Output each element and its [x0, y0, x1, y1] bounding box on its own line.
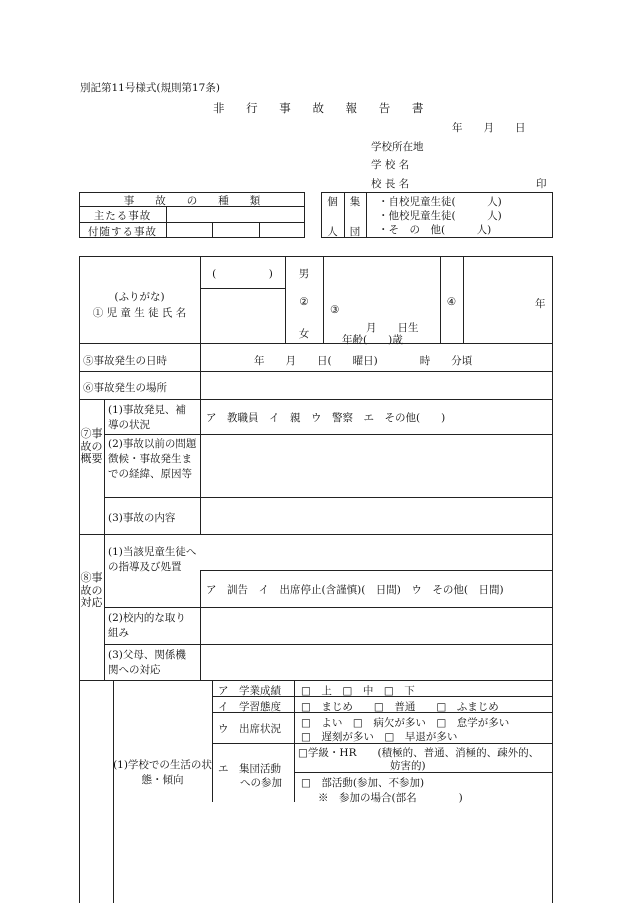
incident-content-label: (3)事故の内容: [108, 512, 176, 524]
female-option[interactable]: 女: [298, 328, 310, 340]
grades-options[interactable]: □ 上 □ 中 □ 下: [301, 685, 415, 697]
datetime-label: ⑤事故発生の日時: [83, 355, 167, 367]
attitude-options[interactable]: □ まじめ □ 普通 □ ふまじめ: [301, 701, 499, 713]
furigana-label: (ふりがな): [114, 291, 165, 303]
class-hr-options-2: 妨害的): [390, 760, 426, 772]
grades-label: ア 学業成績: [218, 685, 281, 697]
date-line: 年 月 日: [452, 122, 526, 134]
furigana-field[interactable]: ( ): [212, 268, 273, 280]
attitude-label: イ 学習態度: [218, 701, 281, 713]
other-school-students: ・他校児童生徒( 人): [378, 210, 502, 222]
male-option[interactable]: 男: [298, 268, 310, 280]
club-name-field[interactable]: ※ 参加の場合(部名 ): [318, 792, 463, 804]
response-section-label: ⑧事故の対応: [80, 571, 103, 609]
attendance-options-2[interactable]: □ 遅刻が多い □ 早退が多い: [301, 731, 458, 743]
circled-2: ②: [299, 296, 309, 308]
discovery-label: (1)事故発見、補導の状況: [108, 404, 186, 431]
secondary-incident-label: 付随する事故: [88, 226, 157, 238]
background-label: (2)事故以前の問題徴候・事故発生までの経緯、原因等: [108, 438, 197, 480]
datetime-value[interactable]: 年 月 日( 曜日) 時 分頃: [254, 355, 473, 367]
age-label: 年齢( )歳: [342, 334, 403, 346]
own-school-students: ・自校児童生徒( 人): [378, 196, 502, 208]
circled-4: ④: [446, 296, 457, 308]
attendance-label: ウ 出席状況: [218, 723, 281, 735]
group-label-bottom: 団: [349, 226, 361, 238]
grade-year-label: 年: [535, 298, 546, 310]
school-life-label: (1)学校での生活の状態・傾向: [113, 759, 212, 786]
attendance-options-1[interactable]: □ よい □ 病欠が多い □ 怠学が多い: [301, 717, 510, 729]
group-label-top: 集: [349, 196, 361, 208]
group-activity-label-2: への参加: [240, 777, 282, 789]
school-name-label: 学 校 名: [371, 159, 410, 171]
others-count: ・そ の 他( 人): [378, 224, 492, 236]
discovery-value[interactable]: ア 教職員 イ 親 ウ 警察 エ その他( ): [206, 412, 446, 424]
form-reference: 別記第11号様式(規則第17条): [80, 82, 220, 94]
circled-3: ③: [330, 304, 340, 316]
individual-label-top: 個: [327, 196, 338, 208]
student-name-label: ① 児 童 生 徒 氏 名: [92, 307, 187, 319]
individual-label-bottom: 人: [327, 226, 338, 238]
guidance-value[interactable]: ア 訓告 イ 出席停止(含謹慎)( 日間) ウ その他( 日間): [206, 584, 504, 596]
type-table-header: 事 故 の 種 類: [123, 195, 261, 207]
main-incident-label: 主たる事故: [93, 210, 152, 222]
club-options[interactable]: □ 部活動(参加、不参加): [301, 777, 425, 789]
group-activity-label: エ 集団活動: [218, 763, 281, 775]
place-label: ⑥事故発生の場所: [83, 382, 167, 394]
school-address-label: 学校所在地: [371, 141, 424, 153]
overview-section-label: ⑦事故の概要: [80, 427, 103, 465]
school-effort-label: (2)校内的な取り組み: [108, 612, 186, 639]
document-title: 非 行 事 故 報 告 書: [213, 101, 433, 115]
seal-mark: 印: [536, 178, 547, 190]
class-hr-options[interactable]: □学級・HR (積極的、普通、消極的、疎外的、: [298, 747, 540, 759]
principal-label: 校 長 名: [371, 178, 410, 190]
guidance-label: (1)当該児童生徒への指導及び処置: [108, 546, 197, 573]
parents-response-label: (3)父母、関係機関への対応: [108, 649, 186, 676]
birth-date-label: 月 日生: [366, 322, 419, 334]
